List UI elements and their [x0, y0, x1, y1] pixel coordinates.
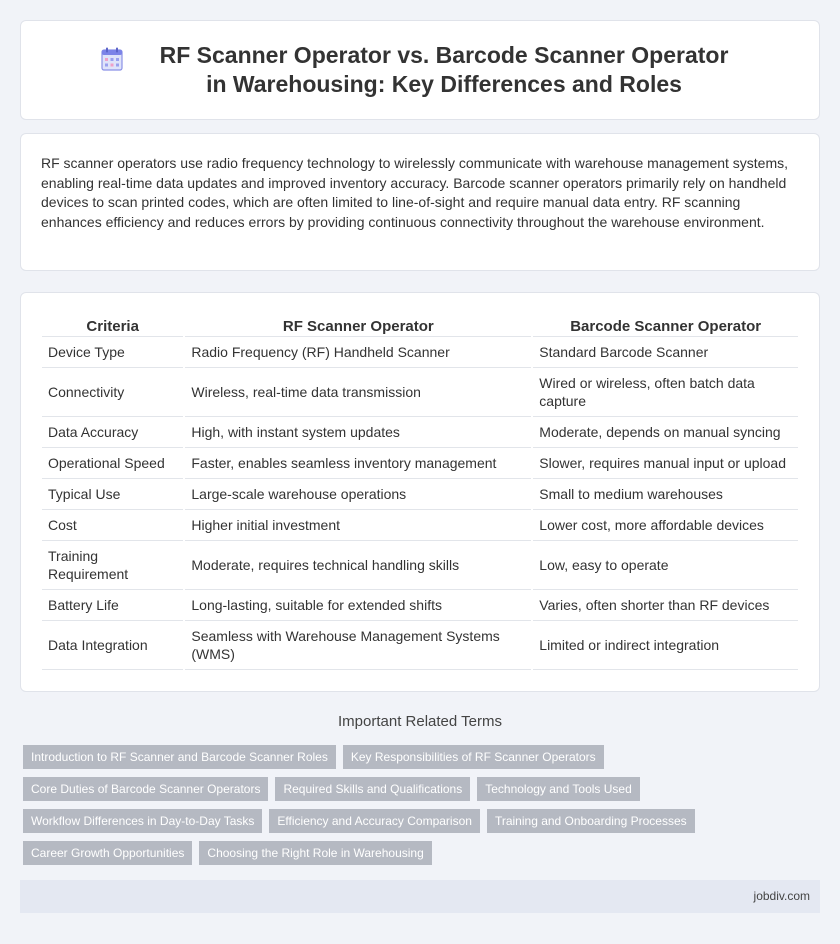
comparison-card [20, 292, 820, 692]
table-cell: Lower cost, more affordable devices [533, 510, 798, 541]
title-card [20, 20, 820, 120]
comparison-table [40, 315, 800, 670]
related-term-tag[interactable]: Introduction to RF Scanner and Barcode Scanner Roles [23, 745, 336, 769]
table-row [42, 337, 798, 368]
tag-row [23, 841, 813, 865]
table-row [42, 510, 798, 541]
table-row [42, 417, 798, 448]
table-cell: Slower, requires manual input or upload [533, 448, 798, 479]
column-header-criteria: Criteria [42, 315, 183, 337]
related-term-tag[interactable]: Workflow Differences in Day-to-Day Tasks [23, 809, 262, 833]
table-header-row [42, 315, 798, 337]
table-row [42, 479, 798, 510]
table-cell: Radio Frequency (RF) Handheld Scanner [185, 337, 531, 368]
tag-row [23, 777, 813, 801]
related-term-tag[interactable]: Key Responsibilities of RF Scanner Operators [343, 745, 604, 769]
table-row [42, 368, 798, 417]
table-cell: Cost [42, 510, 183, 541]
related-term-tag[interactable]: Core Duties of Barcode Scanner Operators [23, 777, 268, 801]
table-cell: High, with instant system updates [185, 417, 531, 448]
table-cell: Limited or indirect integration [533, 621, 798, 670]
table-cell: Seamless with Warehouse Management Systems (WMS) [185, 621, 531, 670]
table-cell: Standard Barcode Scanner [533, 337, 798, 368]
table-cell: Wired or wireless, often batch data capture [533, 368, 798, 417]
table-row [42, 448, 798, 479]
table-cell: Data Accuracy [42, 417, 183, 448]
table-cell: Small to medium warehouses [533, 479, 798, 510]
table-cell: Typical Use [42, 479, 183, 510]
intro-paragraph: RF scanner operators use radio frequency technology to wirelessly communicate with warehouse management systems, enabling real-time data updates and improved inventory accuracy. Barcode scanner operators primarily rely on handheld devices to scan printed codes, which are often limited to line-of-sight and require manual data entry. RF scanning enhances efficiency and reduces errors by providing continuous connectivity throughout the warehouse environment. [41, 155, 789, 230]
related-term-tag[interactable]: Technology and Tools Used [477, 777, 640, 801]
table-cell: Data Integration [42, 621, 183, 670]
table-cell: Wireless, real-time data transmission [185, 368, 531, 417]
table-cell: Long-lasting, suitable for extended shifts [185, 590, 531, 621]
table-cell: Connectivity [42, 368, 183, 417]
related-term-tag[interactable]: Efficiency and Accuracy Comparison [269, 809, 480, 833]
page-title: RF Scanner Operator vs. Barcode Scanner Operator in Warehousing: Key Differences and Roles [159, 42, 729, 97]
related-term-tag[interactable]: Required Skills and Qualifications [275, 777, 470, 801]
table-row [42, 541, 798, 590]
related-term-tag[interactable]: Training and Onboarding Processes [487, 809, 695, 833]
table-cell: Moderate, depends on manual syncing [533, 417, 798, 448]
calendar-icon [101, 47, 123, 71]
table-row [42, 621, 798, 670]
related-terms-list [23, 745, 813, 873]
table-cell: Battery Life [42, 590, 183, 621]
title-wrap [101, 41, 739, 99]
table-cell: Device Type [42, 337, 183, 368]
table-cell: Training Requirement [42, 541, 183, 590]
table-cell: Large-scale warehouse operations [185, 479, 531, 510]
related-term-tag[interactable]: Career Growth Opportunities [23, 841, 192, 865]
column-header-rf: RF Scanner Operator [185, 315, 531, 337]
table-cell: Higher initial investment [185, 510, 531, 541]
tag-row [23, 745, 813, 769]
table-cell: Operational Speed [42, 448, 183, 479]
table-cell: Varies, often shorter than RF devices [533, 590, 798, 621]
intro-card [20, 133, 820, 271]
footer-site-link[interactable]: jobdiv.com [753, 889, 810, 903]
tag-row [23, 809, 813, 833]
table-cell: Faster, enables seamless inventory management [185, 448, 531, 479]
table-cell: Moderate, requires technical handling skills [185, 541, 531, 590]
related-term-tag[interactable]: Choosing the Right Role in Warehousing [199, 841, 431, 865]
column-header-barcode: Barcode Scanner Operator [533, 315, 798, 337]
footer [20, 880, 820, 913]
related-terms-heading: Important Related Terms [338, 713, 502, 730]
table-row [42, 590, 798, 621]
table-cell: Low, easy to operate [533, 541, 798, 590]
